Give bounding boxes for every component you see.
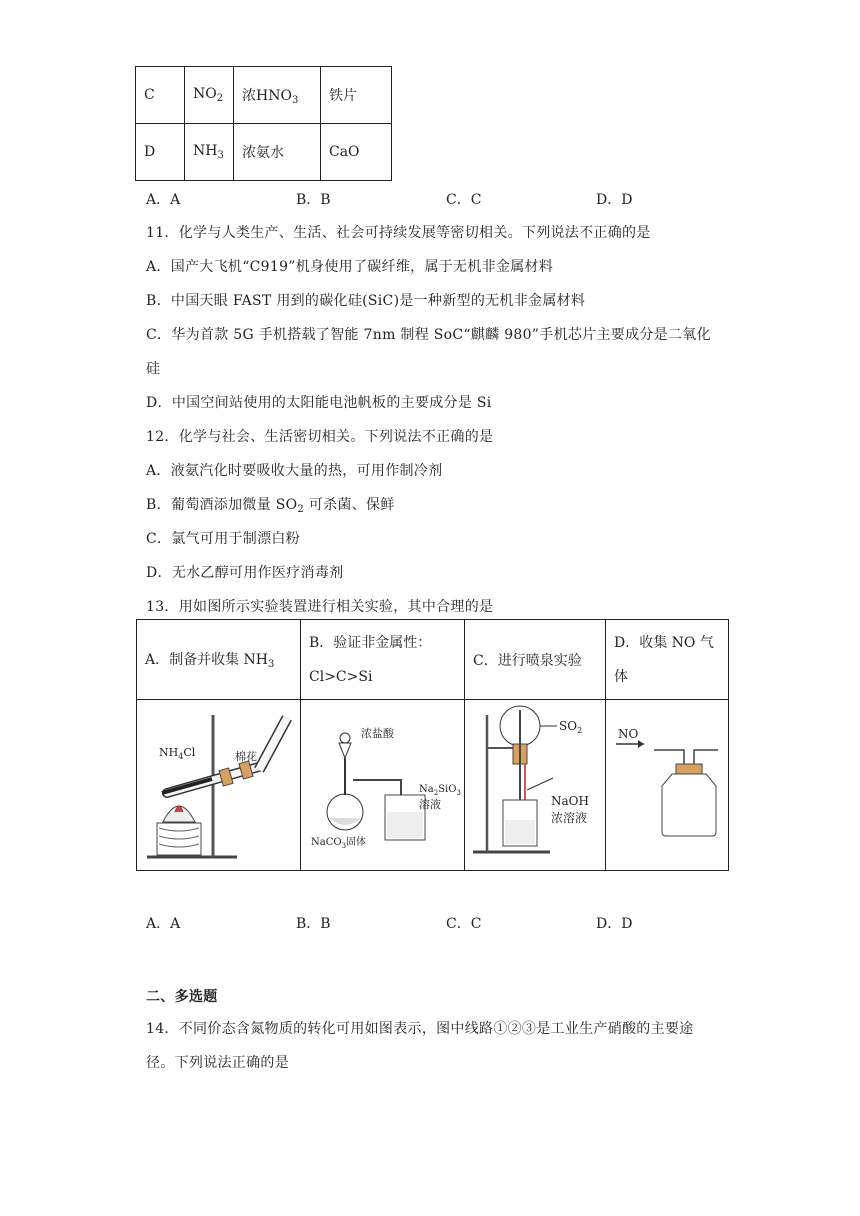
table-row [137,620,729,700]
label-conc-hcl: 浓盐酸 [361,727,394,740]
q12-option-b[interactable]: B．葡萄酒添加微量 $SO_2$ 可杀菌、保鲜 [146,497,395,515]
q13-stem: 13．用如图所示实验装置进行相关实验，其中合理的是 [146,599,494,615]
q10-table [135,66,392,181]
label-naco3-solid: NaCO$_3$固体 [311,837,367,850]
row-label: D [136,124,185,181]
label-solution: 溶液 [419,798,441,811]
q13-option-a[interactable]: A．A [146,916,181,932]
figure-c-apparatus [465,700,605,866]
q10-option-b[interactable]: B．B [296,192,331,208]
label-cotton: 棉花 [235,750,257,763]
q13-option-c[interactable]: C．C [446,916,482,932]
q11-option-c-cont: 硅 [146,361,161,377]
figure-b-cell [301,700,465,871]
q13-option-d[interactable]: D．D [596,916,633,932]
q10-option-a[interactable]: A．A [146,192,181,208]
figure-c-cell [465,700,606,871]
reagent-cell: 浓氨水 [234,124,321,181]
gas-cell: $NO_2$ [185,67,234,124]
q12-option-d[interactable]: D．无水乙醇可用作医疗消毒剂 [146,565,344,581]
q13-option-b[interactable]: B．B [296,916,331,932]
figure-a-apparatus [137,700,300,866]
label-so2: $SO_2$ [559,719,583,735]
q14-stem-line2: 径。下列说法正确的是 [146,1055,289,1071]
label-nh4cl: $NH_4Cl$ [159,746,196,761]
q12-option-c[interactable]: C．氯气可用于制漂白粉 [146,531,301,547]
figure-d-cell [606,700,729,871]
reagent-cell: 浓$HNO_3$ [234,67,321,124]
label-conc-solution: 浓溶液 [551,811,588,825]
header-b: B．验证非金属性： Cl>C>Si [301,620,465,700]
q13-table [136,619,729,871]
q11-stem: 11．化学与人类生产、生活、社会可持续发展等密切相关。下列说法不正确的是 [146,225,651,241]
q12-stem: 12．化学与社会、生活密切相关。下列说法不正确的是 [146,429,494,445]
table-row [137,700,729,871]
q11-option-a[interactable]: A．国产大飞机“C919”机身使用了碳纤维，属于无机非金属材料 [146,259,554,275]
q10-option-c[interactable]: C．C [446,192,482,208]
figure-b-apparatus [301,700,464,866]
table-row [136,67,392,124]
header-c: C．进行喷泉实验 [465,620,606,700]
gas-cell: $NH_3$ [185,124,234,181]
header-a: A．制备并收集 $NH_3$ [137,620,301,700]
solid-cell: 铁片 [321,67,392,124]
figure-d-apparatus [606,700,728,866]
q12-option-a[interactable]: A．液氨汽化时要吸收大量的热，可用作制冷剂 [146,463,443,479]
label-no: NO [618,727,639,741]
row-label: C [136,67,185,124]
q10-option-d[interactable]: D．D [596,192,633,208]
header-d: D．收集 NO 气 体 [606,620,729,700]
label-na2sio3: $Na_2SiO_3$ [419,784,461,797]
table-row [136,124,392,181]
q11-option-d[interactable]: D．中国空间站使用的太阳能电池帆板的主要成分是 Si [146,395,492,411]
q14-stem-line1: 14．不同价态含氮物质的转化可用如图表示，图中线路①②③是工业生产硝酸的主要途 [146,1021,694,1037]
q11-option-c[interactable]: C．华为首款 5G 手机搭载了智能 7nm 制程 SoC“麒麟 980”手机芯片主要成分是二氧化 [146,327,711,343]
section-heading: 二、多选题 [146,989,218,1005]
figure-a-cell [137,700,301,871]
label-naoh: NaOH [551,794,589,808]
solid-cell: CaO [321,124,392,181]
q11-option-b[interactable]: B．中国天眼 FAST 用到的碳化硅(SiC)是一种新型的无机非金属材料 [146,293,586,309]
